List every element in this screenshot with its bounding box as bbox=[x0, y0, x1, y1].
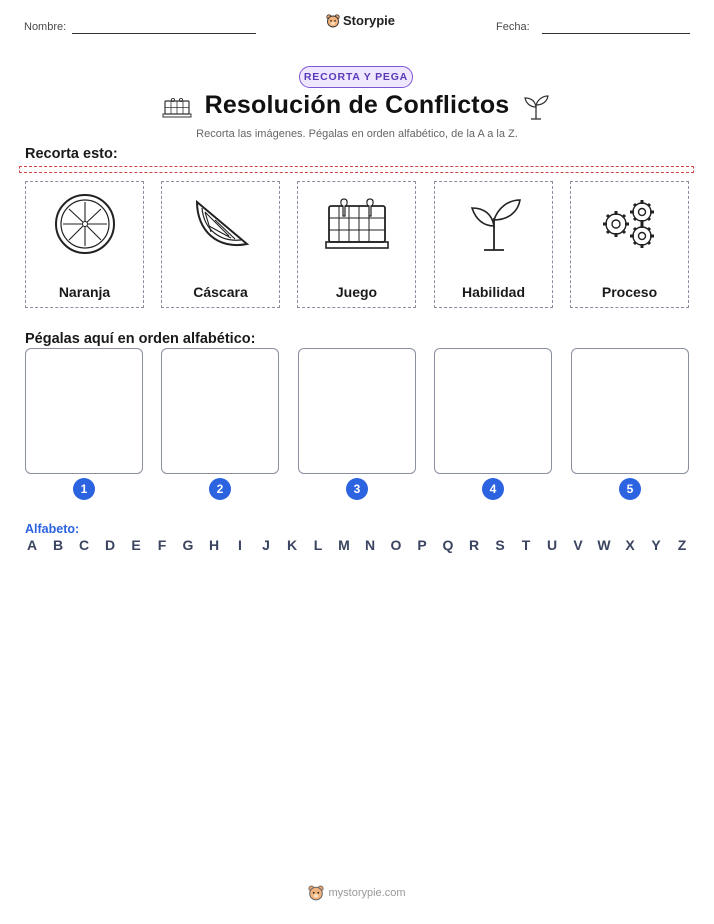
cut-card-proceso[interactable] bbox=[570, 181, 689, 308]
cut-card-naranja[interactable] bbox=[25, 181, 144, 308]
sprout-title-icon bbox=[522, 93, 550, 121]
bear-mascot-icon bbox=[326, 14, 340, 28]
alphabet-title: Alfabeto: bbox=[25, 522, 80, 536]
alphabet-letter: N bbox=[364, 537, 376, 553]
name-label: Nombre: bbox=[24, 21, 67, 33]
paste-section-title: Pégalas aquí en orden alfabético: bbox=[25, 331, 256, 347]
cut-card-habilidad[interactable] bbox=[434, 181, 553, 308]
name-line[interactable] bbox=[72, 33, 256, 34]
number-badge-5: 5 bbox=[619, 478, 641, 500]
brand-name: Storypie bbox=[343, 13, 396, 28]
alphabet-letter: J bbox=[262, 537, 270, 553]
number-badge-4: 4 bbox=[482, 478, 504, 500]
alphabet-letter: A bbox=[26, 537, 38, 553]
gears-icon bbox=[596, 190, 664, 258]
alphabet-letter: O bbox=[390, 537, 402, 553]
alphabet-letter: U bbox=[546, 537, 558, 553]
alphabet-row bbox=[25, 537, 689, 553]
number-badge-3: 3 bbox=[346, 478, 368, 500]
card-label: Habilidad bbox=[461, 284, 525, 300]
date-label: Fecha: bbox=[496, 21, 530, 33]
alphabet-letter: C bbox=[78, 537, 90, 553]
paste-box-1[interactable] bbox=[25, 348, 143, 474]
orange-wedge-icon bbox=[187, 190, 255, 258]
alphabet-letter: V bbox=[573, 537, 583, 553]
alphabet-letter: E bbox=[131, 537, 141, 553]
date-line[interactable] bbox=[542, 33, 690, 34]
cut-section-title: Recorta esto: bbox=[25, 146, 118, 162]
alphabet-letter: S bbox=[495, 537, 505, 553]
alphabet-letter: D bbox=[104, 537, 116, 553]
paste-box-4[interactable] bbox=[434, 348, 552, 474]
paste-box-2[interactable] bbox=[161, 348, 279, 474]
alphabet-letter: M bbox=[338, 537, 350, 553]
card-label: Juego bbox=[335, 284, 378, 300]
page-title: Resolución de Conflictos bbox=[204, 91, 510, 119]
card-label: Proceso bbox=[601, 284, 658, 300]
card-label: Cáscara bbox=[193, 284, 248, 300]
cut-line bbox=[19, 166, 694, 173]
alphabet-letter: X bbox=[625, 537, 635, 553]
brand-logo bbox=[326, 13, 395, 28]
alphabet-letter: H bbox=[208, 537, 220, 553]
orange-slice-icon bbox=[51, 190, 119, 258]
alphabet-letter: B bbox=[52, 537, 64, 553]
alphabet-letter: F bbox=[157, 537, 167, 553]
footer-url[interactable]: mystorypie.com bbox=[328, 887, 406, 899]
instructions: Recorta las imágenes. Pégalas en orden alfabético, de la A a la Z. bbox=[196, 128, 518, 140]
activity-badge: RECORTA Y PEGA bbox=[299, 66, 413, 88]
number-badge-1: 1 bbox=[73, 478, 95, 500]
number-badge-2: 2 bbox=[209, 478, 231, 500]
alphabet-letter: Q bbox=[442, 537, 454, 553]
alphabet-letter: I bbox=[238, 537, 242, 553]
alphabet-letter: Y bbox=[651, 537, 661, 553]
alphabet-letter: K bbox=[286, 537, 298, 553]
board-game-icon bbox=[323, 190, 391, 258]
cut-card-cascara[interactable] bbox=[161, 181, 280, 308]
alphabet-letter: P bbox=[417, 537, 427, 553]
paste-box-5[interactable] bbox=[571, 348, 689, 474]
cut-card-juego[interactable] bbox=[297, 181, 416, 308]
footer bbox=[0, 885, 714, 901]
sprout-icon bbox=[460, 190, 528, 258]
alphabet-letter: G bbox=[182, 537, 194, 553]
alphabet-letter: Z bbox=[677, 537, 687, 553]
card-label: Naranja bbox=[58, 284, 111, 300]
alphabet-letter: W bbox=[597, 537, 611, 553]
alphabet-letter: R bbox=[468, 537, 480, 553]
alphabet-letter: L bbox=[313, 537, 323, 553]
bear-mascot-icon bbox=[308, 885, 324, 901]
alphabet-letter: T bbox=[521, 537, 531, 553]
paste-box-3[interactable] bbox=[298, 348, 416, 474]
